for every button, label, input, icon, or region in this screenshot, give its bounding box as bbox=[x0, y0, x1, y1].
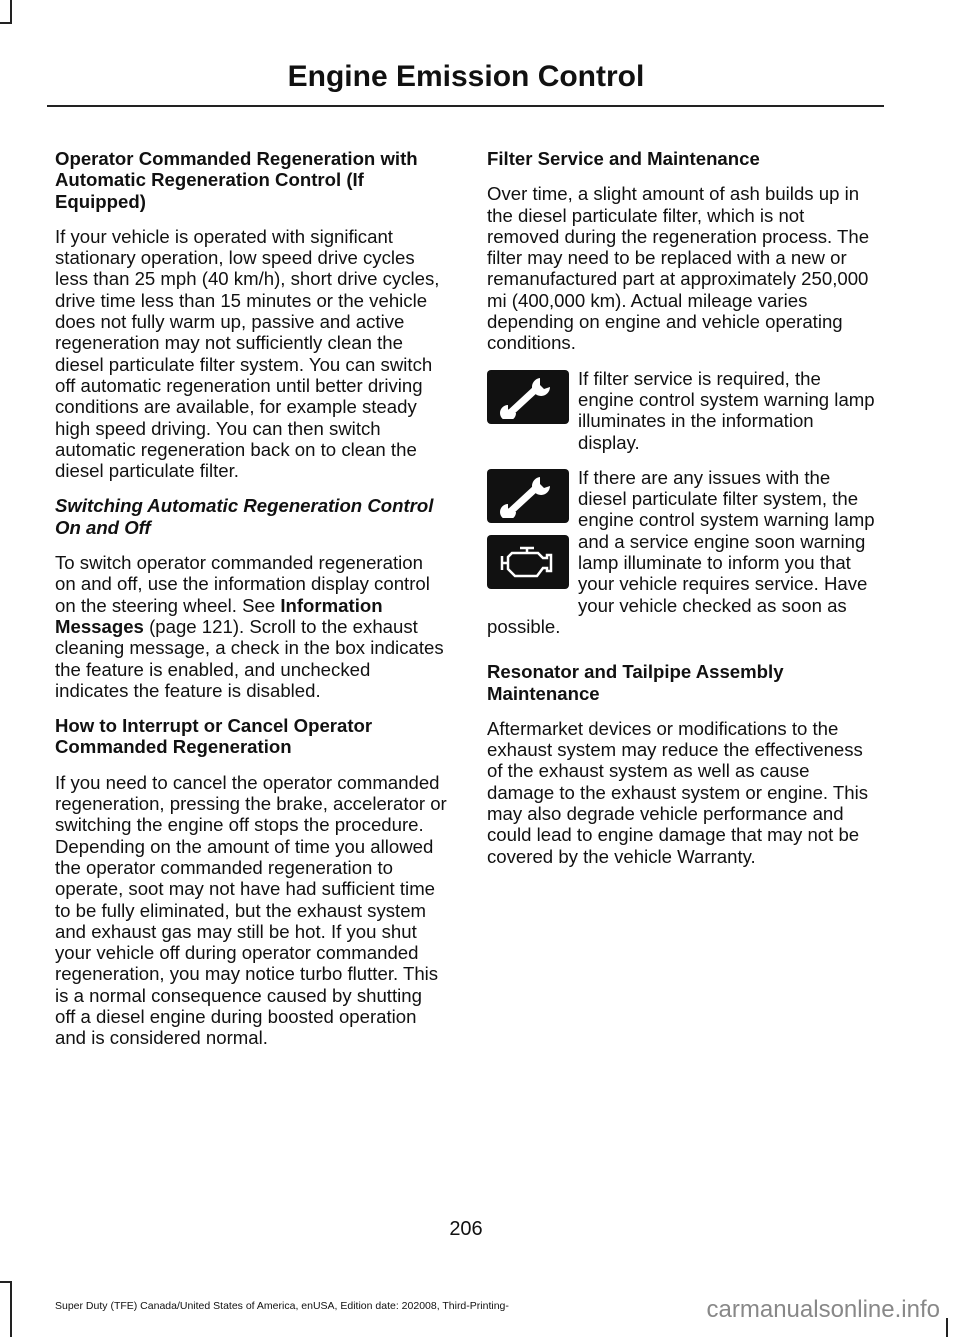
wrench-icon bbox=[487, 370, 569, 424]
paragraph: If you need to cancel the operator commanded regeneration, pressing the brake, accelerator or switching the engine off stops the procedure. Depending on the amount of time you allowed the operator commanded regeneration to operate, soot may not have had sufficient time to be fully eliminated, but the exhaust system and exhaust gas may still be hot. If you shut your vehicle off during operator commanded regeneration, you may notice turbo flutter. This is a normal consequence caused by shutting off a diesel engine during boosted operation and is considered normal. bbox=[55, 771, 447, 1049]
section-heading: Filter Service and Maintenance bbox=[487, 148, 760, 169]
watermark: carmanualsonline.info bbox=[706, 1296, 940, 1323]
page-number: 206 bbox=[449, 1218, 483, 1240]
crop-mark bbox=[0, 1281, 12, 1283]
paragraph: If there are any issues with the diesel particulate filter system, the engine control system warning lamp and a service engine soon warning lamp illuminate to inform you that your vehicle requires service. Have your vehicle checked as soon as possible. bbox=[487, 466, 875, 637]
left-column bbox=[55, 148, 447, 1063]
crop-mark bbox=[10, 0, 12, 22]
section-heading: Resonator and Tailpipe Assembly Maintenance bbox=[487, 661, 784, 704]
warning-icons bbox=[487, 467, 569, 601]
subsection-heading: Switching Automatic Regeneration Control On and Off bbox=[55, 495, 434, 538]
paragraph: If your vehicle is operated with significant stationary operation, low speed drive cycles less than 25 mph (40 km/h), short drive cycles, drive time less than 15 minutes or the vehicle does not fully warm up, passive and active regeneration may not sufficiently clean the diesel particulate filter system. You can switch off automatic regeneration until better driving conditions are available, for example steady high speed driving. You can then switch automatic regeneration back on to clean the diesel particulate filter. bbox=[55, 225, 440, 482]
paragraph: Over time, a slight amount of ash builds up in the diesel particulate filter, which is not removed during the regeneration process. The filter may need to be replaced with a new or remanufactured part at approximately 250,000 mi (400,000 km). Actual mileage varies depending on engine and vehicle operating conditions. bbox=[487, 183, 870, 354]
text: To switch operator commanded regeneration on and off, use the information display control on the steering wheel. See bbox=[55, 552, 430, 616]
section-heading: How to Interrupt or Cancel Operator Commanded Regeneration bbox=[55, 715, 373, 758]
section-heading: Operator Commanded Regeneration with Automatic Regeneration Control (If Equipped) bbox=[55, 148, 418, 212]
cross-reference-link[interactable]: Information Messages bbox=[55, 594, 383, 637]
paragraph bbox=[55, 552, 447, 701]
right-column bbox=[487, 148, 879, 881]
paragraph: If filter service is required, the engine control system warning lamp illuminates in the information display. bbox=[578, 367, 875, 453]
crop-mark bbox=[946, 1318, 948, 1337]
paragraph: Aftermarket devices or modifications to the exhaust system may reduce the effectiveness of the exhaust system as well as cause damage to the exhaust system or engine. This may also degrade vehicle performance and could lead to engine damage that may not be covered by the vehicle Warranty. bbox=[487, 717, 869, 867]
text: (page 121). Scroll to the exhaust cleaning message, a check in the box indicates the feature is enabled, and unchecked indicates the feature is disabled. bbox=[55, 615, 444, 701]
page-title: Engine Emission Control bbox=[287, 60, 645, 93]
header-divider bbox=[47, 105, 884, 107]
crop-mark bbox=[10, 1282, 12, 1337]
wrench-icon bbox=[487, 469, 569, 523]
crop-mark bbox=[0, 22, 12, 24]
check-engine-icon bbox=[487, 535, 569, 589]
footer-text: Super Duty (TFE) Canada/United States of America, enUSA, Edition date: 202008, Third-Printing- bbox=[55, 1300, 509, 1312]
